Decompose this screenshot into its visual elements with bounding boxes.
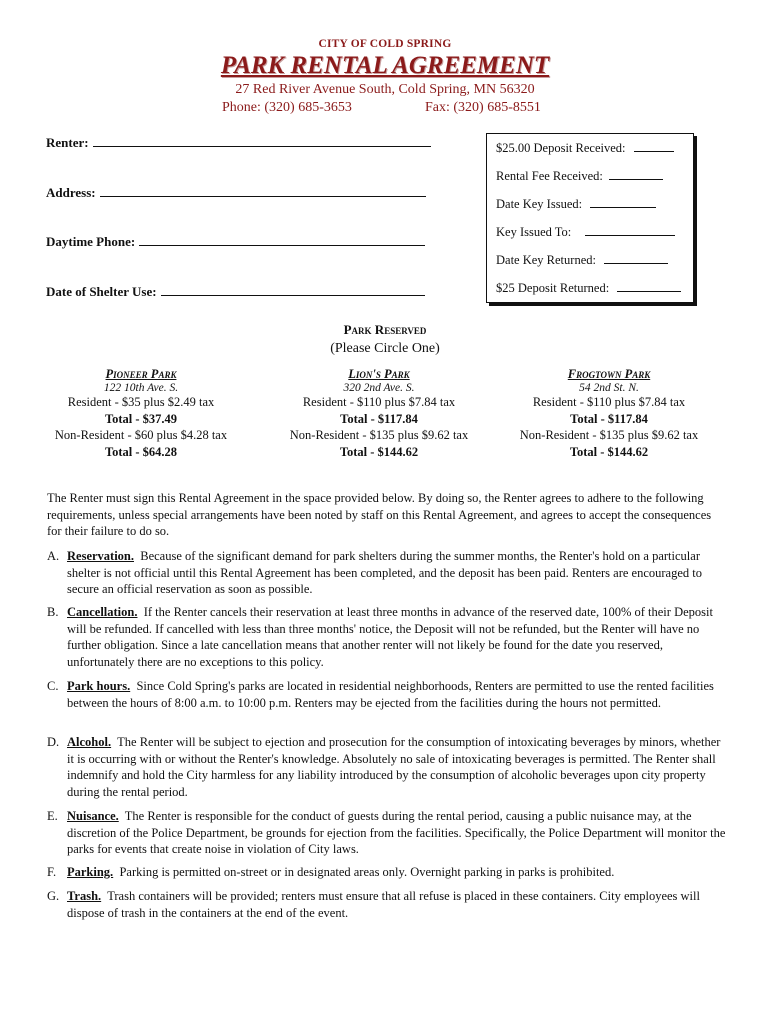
rental-fee-label: Rental Fee Received:	[496, 169, 603, 183]
rule-cancellation	[47, 604, 727, 670]
phone-number: Phone: (320) 685-3653	[222, 100, 352, 115]
renter-field	[46, 134, 431, 151]
address-field	[46, 184, 426, 201]
date-key-issued-label: Date Key Issued:	[496, 197, 583, 211]
resident-rate: Resident - $35 plus $2.49 tax	[67, 395, 215, 409]
deposit-returned-row	[496, 281, 681, 296]
park-option-lions[interactable]	[274, 367, 484, 460]
rule-text: Parking is permitted on-street or in designated areas only. Overnight parking in parks is prohibited.	[119, 865, 615, 879]
key-issued-to-row	[496, 225, 675, 240]
nonresident-rate: Non-Resident - $60 plus $4.28 tax	[54, 428, 228, 442]
rule-text: If the Renter cancels their reservation at least three months in advance of the reserved date, 100% of their Deposit will be refunded. If cancelled with less than three months' notice, the Deposit will not be refunded, but the Renter will have no further obligation. Since a late cancellation means that another renter will not likely be found for the date you reserved, unfortunately there are no exceptions to this policy.	[67, 605, 713, 669]
rule-letter: F.	[47, 865, 57, 879]
daytime-phone-input[interactable]	[139, 233, 425, 246]
rule-title: Alcohol.	[67, 735, 112, 749]
rule-parking	[47, 864, 727, 881]
city-address: 27 Red River Avenue South, Cold Spring, MN 56320	[235, 82, 535, 97]
rental-fee-row	[496, 169, 663, 184]
address-input[interactable]	[100, 184, 426, 197]
park-option-frogtown[interactable]	[504, 367, 714, 460]
rule-title: Trash.	[67, 889, 102, 903]
rule-letter: G.	[47, 889, 60, 903]
resident-total: Total - $117.84	[340, 411, 418, 426]
resident-rate: Resident - $110 plus $7.84 tax	[302, 395, 456, 409]
rule-letter: B.	[47, 605, 59, 619]
rule-title: Park hours.	[67, 679, 131, 693]
city-name: CITY OF COLD SPRING	[318, 38, 452, 50]
daytime-phone-label: Daytime Phone:	[46, 234, 136, 249]
renter-label: Renter:	[46, 135, 89, 150]
rule-letter: A.	[47, 549, 60, 563]
rule-title: Reservation.	[67, 549, 134, 563]
rule-text: Since Cold Spring's parks are located in residential neighborhoods, Renters are permitted to use the rented facilities between the hours of 8:00 a.m. to 10:00 p.m. Renters may be ejected from the facilities during the hours not permitted.	[67, 679, 714, 710]
nonresident-rate: Non-Resident - $135 plus $9.62 tax	[289, 428, 469, 442]
rule-letter: E.	[47, 809, 58, 823]
office-use-box	[486, 133, 694, 303]
address-label: Address:	[46, 185, 96, 200]
rule-trash	[47, 888, 727, 921]
date-key-returned-input[interactable]	[604, 253, 668, 264]
park-reserved-subheading: (Please Circle One)	[330, 341, 440, 356]
key-issued-to-label: Key Issued To:	[496, 225, 572, 239]
park-reserved-heading: Park Reserved	[343, 322, 427, 337]
park-address: 320 2nd Ave. S.	[343, 382, 415, 394]
nonresident-total: Total - $64.28	[104, 444, 178, 459]
date-key-returned-row	[496, 253, 668, 268]
intro-paragraph: The Renter must sign this Rental Agreement in the space provided below. By doing so, the Renter agrees to adhere to the following requirements, unless special arrangements have been noted by staff on this Rental Agreement, and agrees to accept the consequences for their failure to do so.	[47, 491, 712, 538]
rule-text: The Renter is responsible for the conduct of guests during the rental period, causing a public nuisance may, at the discretion of the Police Department, be grounds for ejection from the facilities. Specifically, the Police Department will monitor the parks for events that create noise in violation of City laws.	[67, 809, 726, 856]
park-option-pioneer[interactable]	[46, 367, 236, 460]
renter-input[interactable]	[93, 134, 431, 147]
daytime-phone-field	[46, 233, 425, 250]
rule-letter: D.	[47, 735, 60, 749]
date-key-returned-label: Date Key Returned:	[496, 253, 596, 267]
nonresident-total: Total - $144.62	[339, 444, 419, 459]
resident-total: Total - $117.84	[570, 411, 648, 426]
rule-nuisance	[47, 808, 727, 858]
park-address: 54 2nd St. N.	[579, 382, 639, 394]
rule-park-hours	[47, 678, 727, 711]
park-address: 122 10th Ave. S.	[103, 382, 179, 394]
park-name: Lion's Park	[348, 367, 410, 381]
deposit-received-input[interactable]	[634, 141, 674, 152]
date-of-use-label: Date of Shelter Use:	[46, 284, 157, 299]
rental-fee-input[interactable]	[609, 169, 663, 180]
date-of-use-field	[46, 283, 425, 300]
fax-number: Fax: (320) 685-8551	[425, 100, 541, 115]
document-title: PARK RENTAL AGREEMENT	[220, 52, 550, 79]
key-issued-to-input[interactable]	[585, 225, 675, 236]
date-key-issued-input[interactable]	[590, 197, 656, 208]
date-key-issued-row	[496, 197, 656, 212]
date-of-use-input[interactable]	[161, 283, 425, 296]
park-name: Pioneer Park	[105, 367, 177, 381]
deposit-returned-input[interactable]	[617, 281, 681, 292]
rule-text: Trash containers will be provided; renters must ensure that all refuse is placed in these containers. City employees will dispose of trash in the containers at the end of the event.	[67, 889, 700, 920]
rule-alcohol	[47, 734, 727, 800]
rule-title: Cancellation.	[67, 605, 138, 619]
park-name: Frogtown Park	[567, 367, 651, 381]
rule-title: Parking.	[67, 865, 114, 879]
rule-text: Because of the significant demand for park shelters during the summer months, the Renter's hold on a particular shelter is not official until this Rental Agreement has been completed, and the deposit has been paid. Renters are encouraged to secure an official reservation as soon as possible.	[67, 549, 702, 596]
nonresident-total: Total - $144.62	[569, 444, 649, 459]
rule-title: Nuisance.	[67, 809, 119, 823]
rule-text: The Renter will be subject to ejection and prosecution for the consumption of intoxicating beverages by minors, whether it is occurring with or without the Renter's knowledge. Absolutely no sale of intoxicating beverages is permitted. The Renter shall indemnify and hold the City harmless for any liability introduced by the consumption of alcoholic beverages upon city property during the rental period.	[67, 735, 721, 799]
deposit-received-label: $25.00 Deposit Received:	[496, 141, 626, 155]
deposit-returned-label: $25 Deposit Returned:	[496, 281, 610, 295]
rule-letter: C.	[47, 679, 59, 693]
rule-reservation	[47, 548, 727, 598]
deposit-received-row	[496, 141, 674, 156]
resident-total: Total - $37.49	[104, 411, 178, 426]
nonresident-rate: Non-Resident - $135 plus $9.62 tax	[519, 428, 699, 442]
resident-rate: Resident - $110 plus $7.84 tax	[532, 395, 686, 409]
